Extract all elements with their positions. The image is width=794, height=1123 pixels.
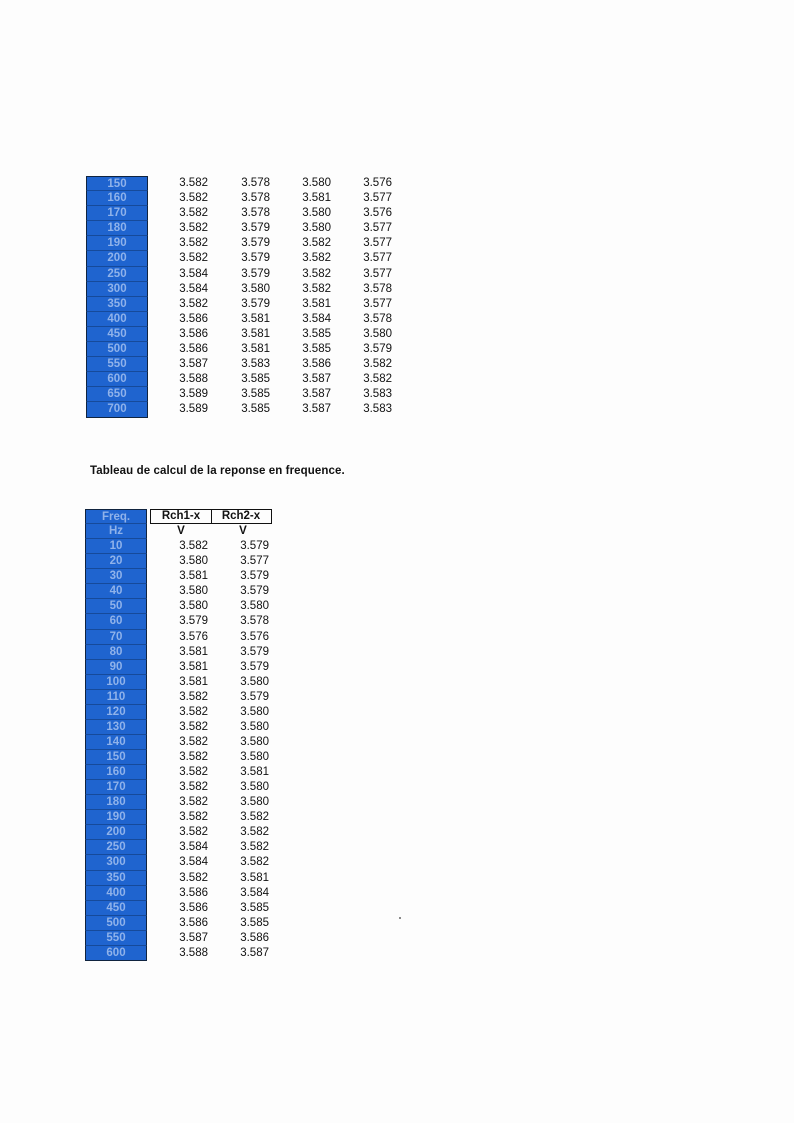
value-cell: 3.582 bbox=[179, 826, 208, 839]
value-cell: 3.582 bbox=[302, 282, 331, 295]
frequency-cell: 500 bbox=[85, 916, 147, 931]
value-cell: 3.579 bbox=[241, 297, 270, 310]
value-cell: 3.578 bbox=[241, 207, 270, 220]
value-cell: 3.581 bbox=[179, 660, 208, 673]
value-cell: 3.582 bbox=[179, 705, 208, 718]
value-cell: 3.582 bbox=[240, 826, 269, 839]
value-cell: 3.579 bbox=[240, 660, 269, 673]
value-cell: 3.581 bbox=[240, 766, 269, 779]
scan-speck bbox=[399, 917, 401, 919]
frequency-cell: 600 bbox=[86, 372, 148, 387]
value-cell: 3.585 bbox=[241, 403, 270, 416]
value-cell: 3.582 bbox=[179, 207, 208, 220]
value-cell: 3.579 bbox=[179, 615, 208, 628]
value-cell: 3.589 bbox=[179, 388, 208, 401]
value-cell: 3.582 bbox=[363, 358, 392, 371]
frequency-cell: 90 bbox=[85, 660, 147, 675]
value-cell: 3.587 bbox=[302, 388, 331, 401]
frequency-cell: 160 bbox=[85, 765, 147, 780]
frequency-cell: 550 bbox=[85, 931, 147, 946]
frequency-cell: 190 bbox=[85, 810, 147, 825]
value-cell: 3.583 bbox=[241, 358, 270, 371]
frequency-cell: 250 bbox=[85, 840, 147, 855]
frequency-cell: 150 bbox=[85, 750, 147, 765]
value-cell: 3.579 bbox=[241, 237, 270, 250]
frequency-cell: 30 bbox=[85, 569, 147, 584]
frequency-cell: 150 bbox=[86, 176, 148, 191]
value-cell: 3.578 bbox=[363, 312, 392, 325]
value-cell: 3.582 bbox=[302, 237, 331, 250]
value-cell: 3.584 bbox=[179, 282, 208, 295]
frequency-cell: 20 bbox=[85, 554, 147, 569]
value-cell: 3.580 bbox=[240, 781, 269, 794]
value-cell: 3.586 bbox=[179, 901, 208, 914]
value-cell: 3.581 bbox=[179, 645, 208, 658]
value-cell: 3.587 bbox=[179, 358, 208, 371]
frequency-cell: 60 bbox=[85, 614, 147, 629]
frequency-cell: 50 bbox=[85, 599, 147, 614]
value-cell: 3.579 bbox=[240, 645, 269, 658]
frequency-cell: 70 bbox=[85, 630, 147, 645]
value-cell: 3.582 bbox=[179, 720, 208, 733]
value-cell: 3.582 bbox=[363, 373, 392, 386]
value-cell: 3.577 bbox=[363, 252, 392, 265]
value-cell: 3.582 bbox=[179, 177, 208, 189]
value-cell: 3.580 bbox=[240, 735, 269, 748]
value-cell: 3.587 bbox=[302, 403, 331, 416]
value-cell: 3.586 bbox=[302, 358, 331, 371]
frequency-cell: 180 bbox=[86, 221, 148, 236]
value-cell: 3.582 bbox=[302, 252, 331, 265]
frequency-cell: 130 bbox=[85, 720, 147, 735]
frequency-cell: 700 bbox=[86, 402, 148, 417]
value-cell: 3.585 bbox=[240, 916, 269, 929]
value-cell: 3.579 bbox=[241, 267, 270, 280]
value-cell: 3.578 bbox=[363, 282, 392, 295]
frequency-cell: 100 bbox=[85, 675, 147, 690]
value-cell: 3.581 bbox=[302, 297, 331, 310]
frequency-cell: 300 bbox=[85, 855, 147, 870]
value-cell: 3.582 bbox=[179, 796, 208, 809]
value-cell: 3.576 bbox=[240, 630, 269, 643]
frequency-cell: 350 bbox=[86, 297, 148, 312]
value-cell: 3.581 bbox=[302, 192, 331, 205]
value-cell: 3.578 bbox=[241, 177, 270, 189]
value-cell: 3.577 bbox=[363, 237, 392, 250]
value-cell: 3.580 bbox=[240, 720, 269, 733]
frequency-cell: 140 bbox=[85, 735, 147, 750]
value-cell: 3.582 bbox=[240, 841, 269, 854]
value-cell: 3.581 bbox=[241, 327, 270, 340]
value-cell: 3.579 bbox=[363, 343, 392, 356]
value-cell: 3.586 bbox=[179, 916, 208, 929]
value-cell: 3.579 bbox=[240, 540, 269, 553]
value-cell: 3.586 bbox=[179, 343, 208, 356]
value-cell: 3.580 bbox=[179, 585, 208, 598]
value-cell: 3.583 bbox=[363, 388, 392, 401]
column-header-rch2: Rch2-x bbox=[211, 509, 272, 524]
value-cell: 3.584 bbox=[179, 856, 208, 869]
value-cell: 3.580 bbox=[302, 177, 331, 189]
value-cell: 3.580 bbox=[240, 675, 269, 688]
value-cell: 3.578 bbox=[240, 615, 269, 628]
value-cell: 3.587 bbox=[179, 931, 208, 944]
frequency-cell: 600 bbox=[85, 946, 147, 961]
frequency-unit-cell: Hz bbox=[85, 524, 147, 539]
value-cell: 3.580 bbox=[241, 282, 270, 295]
frequency-cell: 300 bbox=[86, 282, 148, 297]
frequency-cell: 500 bbox=[86, 342, 148, 357]
value-cell: 3.581 bbox=[241, 312, 270, 325]
frequency-cell: 650 bbox=[86, 387, 148, 402]
value-cell: 3.582 bbox=[179, 766, 208, 779]
value-cell: 3.584 bbox=[302, 312, 331, 325]
frequency-cell: 110 bbox=[85, 690, 147, 705]
value-cell: 3.580 bbox=[302, 207, 331, 220]
column-header-rch1: Rch1-x bbox=[150, 509, 212, 524]
value-cell: 3.582 bbox=[179, 781, 208, 794]
value-cell: 3.588 bbox=[179, 373, 208, 386]
value-cell: 3.585 bbox=[240, 901, 269, 914]
table-caption: Tableau de calcul de la reponse en frequence. bbox=[90, 465, 345, 477]
frequency-cell: 180 bbox=[85, 795, 147, 810]
value-cell: 3.582 bbox=[179, 811, 208, 824]
value-cell: 3.582 bbox=[179, 871, 208, 884]
value-cell: 3.582 bbox=[179, 252, 208, 265]
value-cell: 3.579 bbox=[240, 585, 269, 598]
value-cell: 3.580 bbox=[240, 600, 269, 613]
value-cell: 3.579 bbox=[241, 252, 270, 265]
frequency-cell: 250 bbox=[86, 267, 148, 282]
value-cell: 3.582 bbox=[179, 735, 208, 748]
value-cell: 3.580 bbox=[240, 796, 269, 809]
frequency-cell: 10 bbox=[85, 539, 147, 554]
value-cell: 3.577 bbox=[363, 192, 392, 205]
frequency-cell: 40 bbox=[85, 584, 147, 599]
value-cell: 3.580 bbox=[240, 751, 269, 763]
value-cell: 3.580 bbox=[179, 600, 208, 613]
frequency-cell: 200 bbox=[86, 251, 148, 266]
value-cell: 3.582 bbox=[179, 237, 208, 250]
value-cell: 3.586 bbox=[179, 886, 208, 899]
value-cell: 3.577 bbox=[240, 555, 269, 568]
frequency-cell: 170 bbox=[86, 206, 148, 221]
value-cell: 3.576 bbox=[363, 177, 392, 189]
value-cell: 3.582 bbox=[302, 267, 331, 280]
value-cell: 3.579 bbox=[240, 690, 269, 703]
value-cell: 3.585 bbox=[302, 343, 331, 356]
value-cell: 3.585 bbox=[241, 373, 270, 386]
frequency-cell: 160 bbox=[86, 191, 148, 206]
value-cell: 3.580 bbox=[179, 555, 208, 568]
value-cell: 3.582 bbox=[179, 297, 208, 310]
value-cell: 3.578 bbox=[241, 192, 270, 205]
frequency-cell: 190 bbox=[86, 236, 148, 251]
frequency-cell: 400 bbox=[85, 886, 147, 901]
value-cell: 3.576 bbox=[179, 630, 208, 643]
frequency-cell: 450 bbox=[85, 901, 147, 916]
unit-label-rch2: V bbox=[239, 525, 247, 538]
value-cell: 3.582 bbox=[179, 192, 208, 205]
frequency-cell: 350 bbox=[85, 871, 147, 886]
frequency-cell: 550 bbox=[86, 357, 148, 372]
value-cell: 3.582 bbox=[179, 690, 208, 703]
value-cell: 3.587 bbox=[240, 946, 269, 959]
value-cell: 3.582 bbox=[240, 811, 269, 824]
value-cell: 3.579 bbox=[241, 222, 270, 235]
value-cell: 3.589 bbox=[179, 403, 208, 416]
frequency-cell: 450 bbox=[86, 327, 148, 342]
value-cell: 3.588 bbox=[179, 946, 208, 959]
value-cell: 3.577 bbox=[363, 267, 392, 280]
value-cell: 3.583 bbox=[363, 403, 392, 416]
value-cell: 3.581 bbox=[241, 343, 270, 356]
value-cell: 3.582 bbox=[179, 540, 208, 553]
value-cell: 3.584 bbox=[179, 267, 208, 280]
value-cell: 3.582 bbox=[179, 222, 208, 235]
value-cell: 3.580 bbox=[240, 705, 269, 718]
value-cell: 3.585 bbox=[302, 327, 331, 340]
value-cell: 3.584 bbox=[240, 886, 269, 899]
value-cell: 3.581 bbox=[179, 570, 208, 583]
value-cell: 3.587 bbox=[302, 373, 331, 386]
value-cell: 3.577 bbox=[363, 222, 392, 235]
value-cell: 3.580 bbox=[302, 222, 331, 235]
value-cell: 3.586 bbox=[240, 931, 269, 944]
unit-label-rch1: V bbox=[177, 525, 185, 538]
value-cell: 3.576 bbox=[363, 207, 392, 220]
value-cell: 3.585 bbox=[241, 388, 270, 401]
value-cell: 3.584 bbox=[179, 841, 208, 854]
value-cell: 3.581 bbox=[179, 675, 208, 688]
value-cell: 3.579 bbox=[240, 570, 269, 583]
frequency-header-cell: Freq. bbox=[85, 509, 147, 524]
frequency-cell: 120 bbox=[85, 705, 147, 720]
value-cell: 3.581 bbox=[240, 871, 269, 884]
value-cell: 3.582 bbox=[240, 856, 269, 869]
frequency-cell: 170 bbox=[85, 780, 147, 795]
value-cell: 3.580 bbox=[363, 327, 392, 340]
frequency-cell: 200 bbox=[85, 825, 147, 840]
frequency-cell: 400 bbox=[86, 312, 148, 327]
value-cell: 3.586 bbox=[179, 327, 208, 340]
value-cell: 3.586 bbox=[179, 312, 208, 325]
value-cell: 3.582 bbox=[179, 751, 208, 763]
value-cell: 3.577 bbox=[363, 297, 392, 310]
frequency-cell: 80 bbox=[85, 645, 147, 660]
